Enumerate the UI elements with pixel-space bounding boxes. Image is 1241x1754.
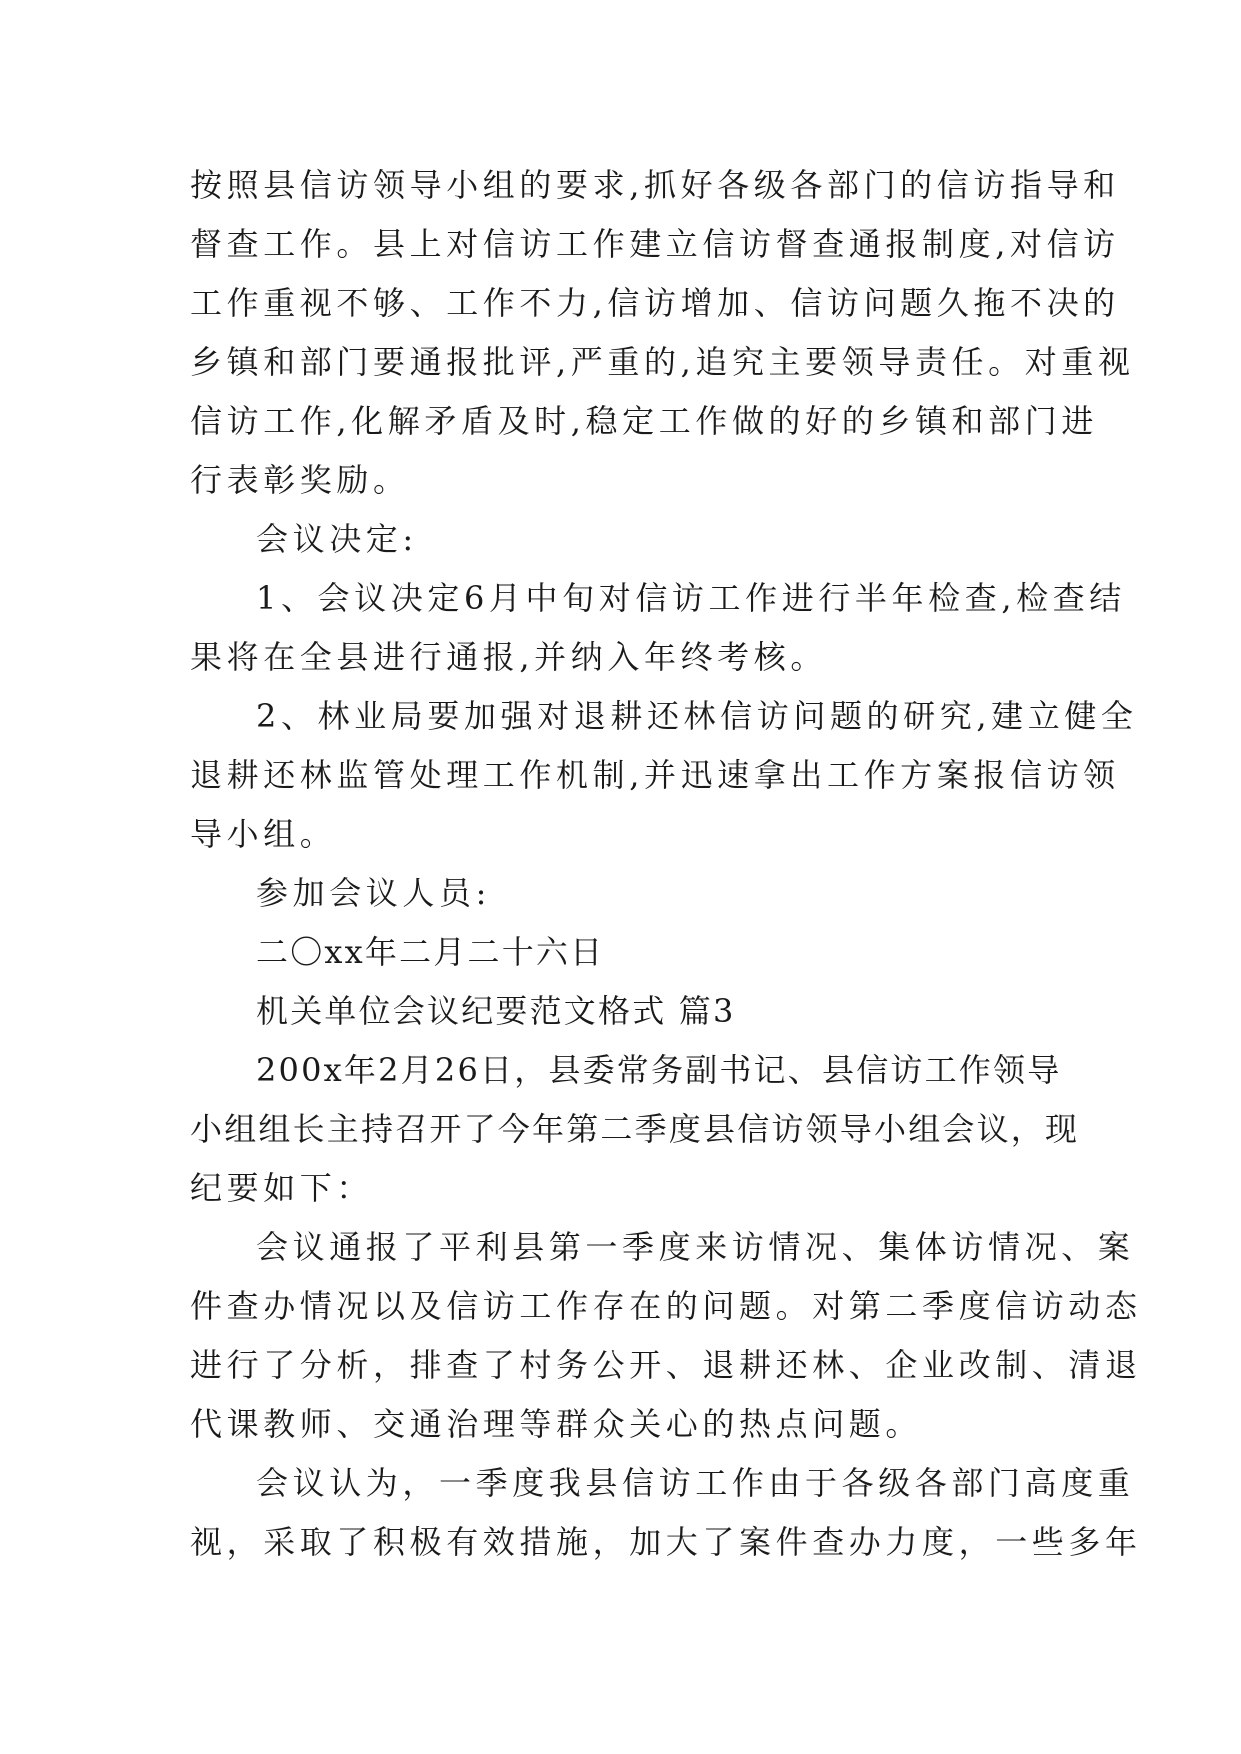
text-line: 2、林业局要加强对退耕还林信访问题的研究,建立健全 (256, 697, 1138, 735)
text-line: 小组组长主持召开了今年第二季度县信访领导小组会议，现 (190, 1110, 1080, 1148)
text-line: 200x年2月26日，县委常务副书记、县信访工作领导 (256, 1051, 1062, 1089)
text-line: 代课教师、交通治理等群众关心的热点问题。 (190, 1405, 923, 1443)
text-line: 工作重视不够、工作不力,信访增加、信访问题久拖不决的 (190, 284, 1120, 322)
text-line: 信访工作,化解矛盾及时,稳定工作做的好的乡镇和部门进 (190, 402, 1098, 440)
text-line: 督查工作。县上对信访工作建立信访督查通报制度,对信访 (190, 225, 1120, 263)
text-line: 行表彰奖励。 (190, 461, 410, 499)
text-line: 按照县信访领导小组的要求,抓好各级各部门的信访指导和 (190, 166, 1120, 204)
section-title: 机关单位会议纪要范文格式 篇3 (256, 992, 736, 1030)
date-line: 二〇xx年二月二十六日 (256, 933, 605, 971)
text-line: 进行了分析，排查了村务公开、退耕还林、企业改制、清退 (190, 1346, 1142, 1384)
section-heading: 会议决定: (256, 520, 418, 558)
text-line: 1、会议决定6月中旬对信访工作进行半年检查,检查结 (256, 579, 1126, 617)
attendees-label: 参加会议人员: (256, 874, 491, 912)
text-line: 乡镇和部门要通报批评,严重的,追究主要领导责任。对重视 (190, 343, 1135, 381)
text-line: 果将在全县进行通报,并纳入年终考核。 (190, 638, 827, 676)
text-line: 会议认为，一季度我县信访工作由于各级各部门高度重 (256, 1464, 1135, 1502)
text-line: 件查办情况以及信访工作存在的问题。对第二季度信访动态 (190, 1287, 1142, 1325)
text-line: 退耕还林监管处理工作机制,并迅速拿出工作方案报信访领 (190, 756, 1120, 794)
text-line: 纪要如下： (190, 1169, 374, 1207)
text-line: 会议通报了平利县第一季度来访情况、集体访情况、案 (256, 1228, 1135, 1266)
text-line: 视，采取了积极有效措施，加大了案件查办力度，一些多年 (190, 1523, 1142, 1561)
text-line: 导小组。 (190, 815, 337, 853)
